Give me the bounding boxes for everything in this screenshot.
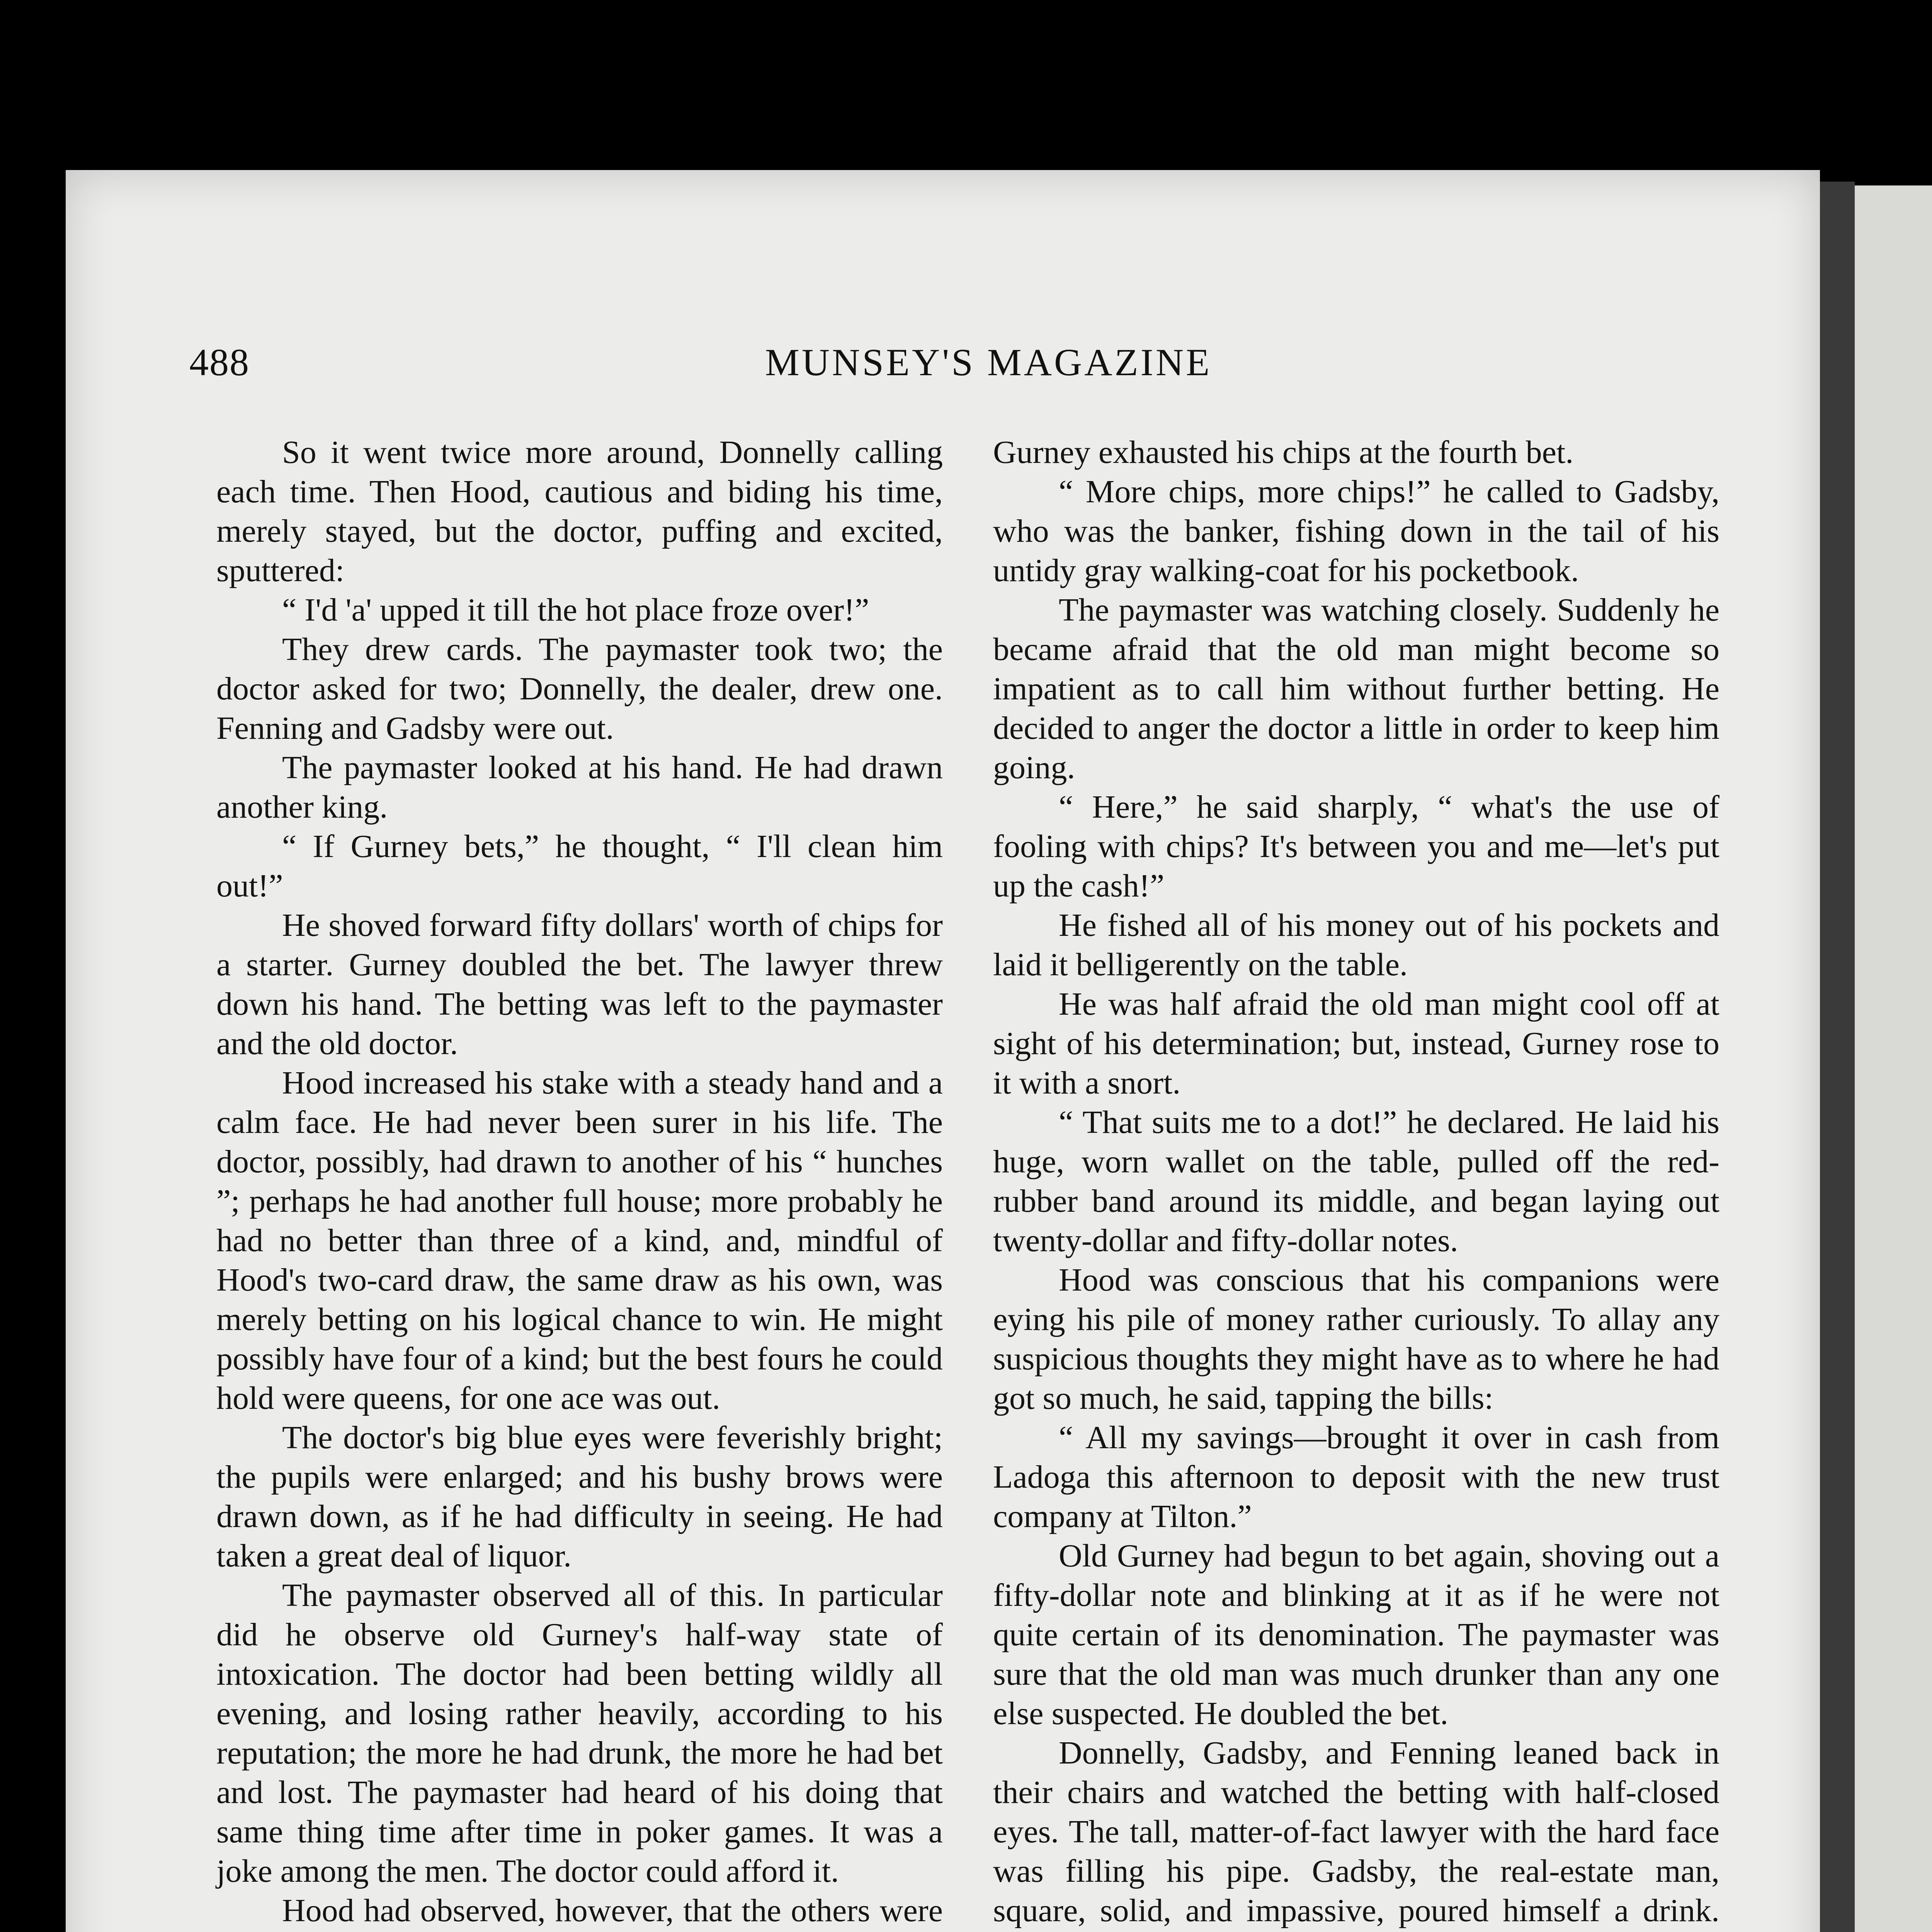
right-column [993,433,1719,1932]
paragraph: “ Here,” he said sharply, “ what's the use of fooling with chips? It's between you and me—let's put up the cash!” [993,789,1719,904]
paragraph: “ If Gurney bets,” he thought, “ I'll clean him out!” [216,828,943,904]
left-column [216,433,943,1932]
paragraph: “ That suits me to a dot!” he declared. He laid his huge, worn wallet on the table, pulled off the red-rubber band around its middle, and began laying out twenty-dollar and fifty-dollar notes. [993,1104,1719,1259]
paragraph: Gurney exhausted his chips at the fourth bet. [993,434,1574,470]
paragraph: Donnelly, Gadsby, and Fenning leaned back in their chairs and watched the betting with half-closed eyes. The tall, matter-of-fact lawyer with the hard face was filling his pipe. Gadsby, the real-estate man, square, solid, and impassive, poured himself a drink. [993,1735,1719,1929]
paragraph: The paymaster observed all of this. In particular did he observe old Gurney's half-way state of intoxication. The doctor had been betting wildly all evening, and losing rather heavily, according to his reputation; the more he had drunk, the more he had bet and lost. The paymaster had heard of his doing that same thing time after time in poker games. It was a joke among the men. The doctor could afford it. [216,1577,943,1889]
paragraph: The paymaster was watching closely. Suddenly he became afraid that the old man might become so impatient as to call him without further betting. He decided to anger the doctor a little in order to keep him going. [993,592,1719,786]
paragraph: He fished all of his money out of his pockets and laid it belligerently on the table. [993,907,1719,983]
running-head: MUNSEY'S MAGAZINE [765,341,1212,384]
paragraph: “ More chips, more chips!” he called to Gadsby, who was the banker, fishing down in the tail of his untidy gray walking-coat for his pocketbook. [993,474,1719,588]
paragraph: “ I'd 'a' upped it till the hot place froze over!” [282,592,869,628]
paragraph: They drew cards. The paymaster took two; the doctor asked for two; Donnelly, the dealer, drew one. Fenning and Gadsby were out. [216,631,943,746]
paragraph: Hood was conscious that his companions were eying his pile of money rather curiously. To allay any suspicious thoughts they might have as to where he had got so much, he said, tapping the bills: [993,1262,1719,1416]
page-spine-shadow [1820,182,1855,1932]
paragraph: The doctor's big blue eyes were feverishly bright; the pupils were enlarged; and his bushy brows were drawn down, as if he had difficulty in seeing. He had taken a great deal of liquor. [216,1420,943,1574]
paragraph: So it went twice more around, Donnelly calling each time. Then Hood, cautious and biding his time, merely stayed, but the doctor, puffing and excited, sputtered: [216,434,943,588]
paragraph: Old Gurney had begun to bet again, shoving out a fifty-dollar note and blinking at it as if he were not quite certain of its denomination. The paymaster was sure that the old man was much drunker than any one else suspected. He doubled the bet. [993,1538,1719,1731]
page-number: 488 [189,341,250,384]
paragraph: He shoved forward fifty dollars' worth of chips for a starter. Gurney doubled the bet. The lawyer threw down his hand. The betting was left to the paymaster and the old doctor. [216,907,943,1061]
paragraph: “ All my savings—brought it over in cash from Ladoga this afternoon to deposit with the new trust company at Tilton.” [993,1420,1719,1534]
paragraph: Hood had observed, however, that the others were [282,1893,943,1929]
paragraph: The paymaster looked at his hand. He had drawn another king. [216,750,943,825]
adjacent-page-edge [1855,185,1932,1932]
paragraph: He was half afraid the old man might cool off at sight of his determination; but, instead, Gurney rose to it with a snort. [993,986,1719,1101]
page-header [189,340,1233,402]
paragraph: Hood increased his stake with a steady hand and a calm face. He had never been surer in his life. The doctor, possibly, had drawn to another of his “ hunches ”; perhaps he had another full house; more probably he had no better than three of a kind, and, mindful of Hood's two-card draw, the same draw as his own, was merely betting on his logical chance to win. He might possibly have four of a kind; but the best fours he could hold were queens, for one ace was out. [216,1065,943,1416]
